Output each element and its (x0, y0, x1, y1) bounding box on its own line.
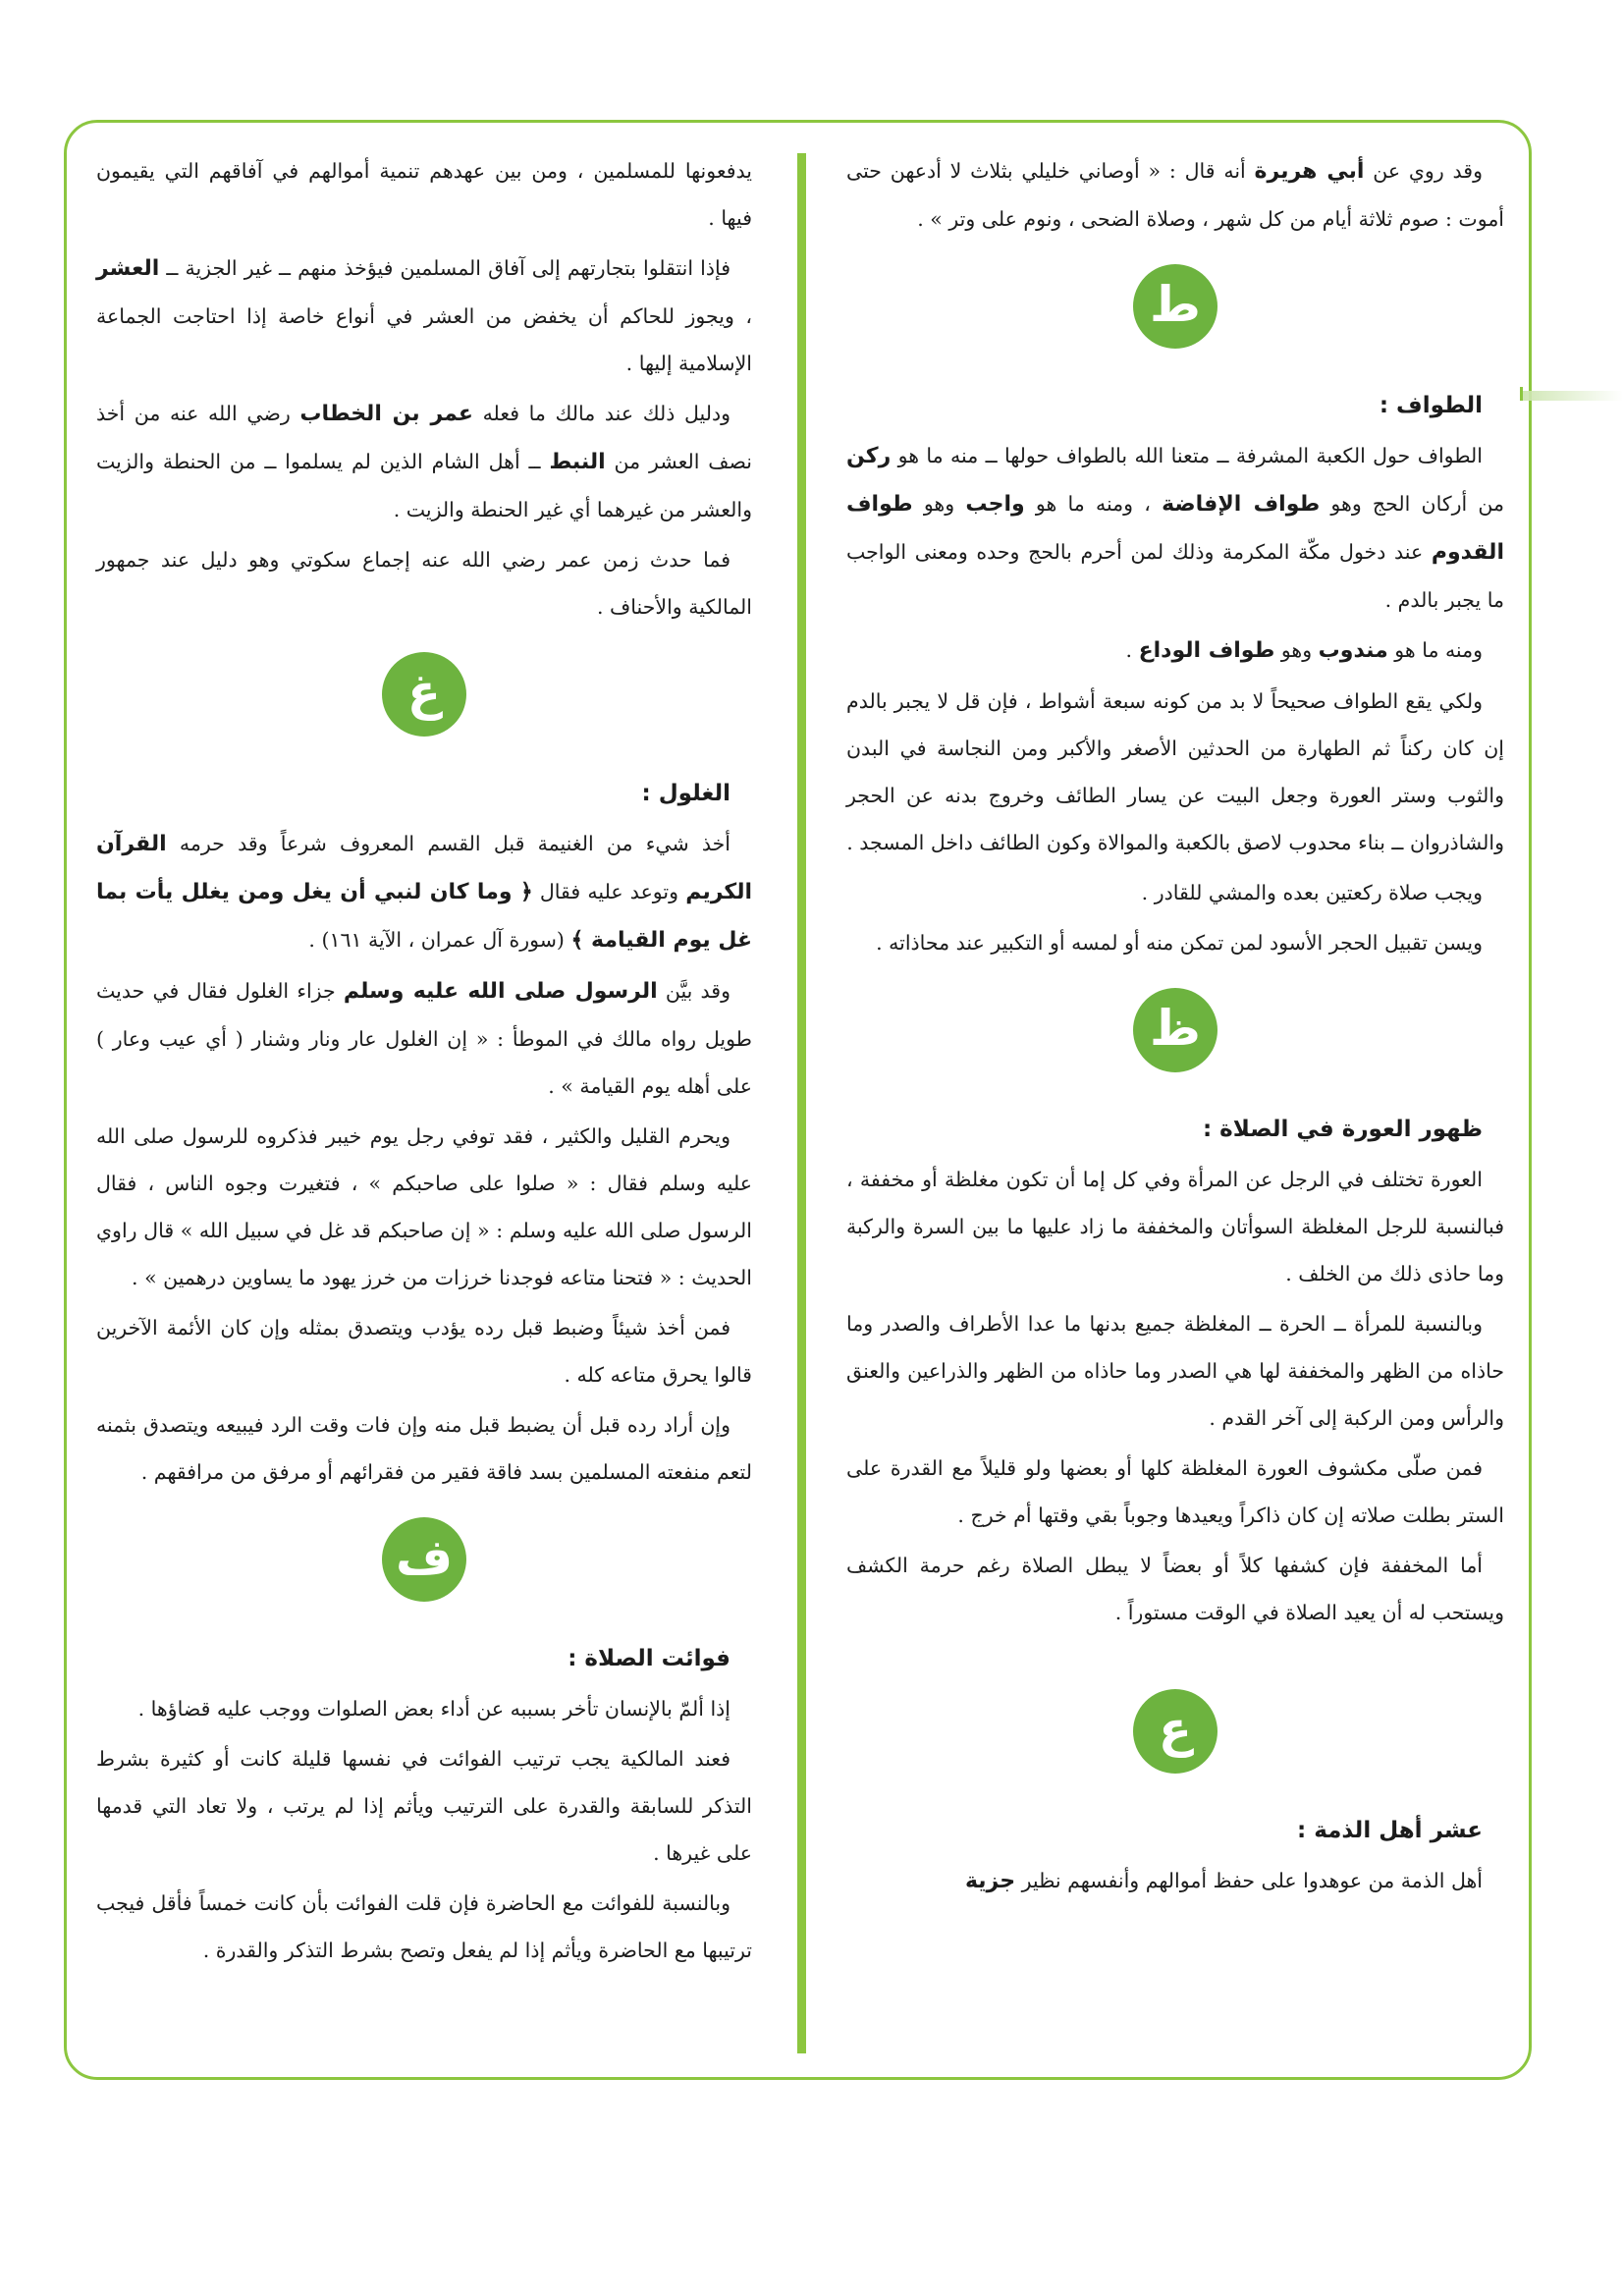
tawaf-paragraph-5: ويسن تقبيل الحجر الأسود لمن تمكن منه أو لمسه أو التكبير عند محاذاته . (876, 931, 1483, 955)
awra-paragraph-2: وبالنسبة للمرأة ــ الحرة ــ المغلظة جميع بدنها ما عدا الأطراف والصدر وما حاذاه من الظهر والمخففة لها هي الصدر وما حاذاه من الظهر والذراعين والعنق والرأس ومن الركبة إلى آخر القدم . (846, 1312, 1504, 1430)
section-badge-ayn (846, 1689, 1504, 1774)
letter-ayn-icon: ع (1133, 1689, 1217, 1774)
letter-taa-icon: ط (1133, 264, 1217, 349)
fawait-heading: فوائت الصلاة : (568, 1646, 730, 1671)
continuation-paragraph-4: فما حدث زمن عمر رضي الله عنه إجماع سكوتي وهو دليل عند جمهور المالكية والأحناف . (96, 548, 752, 619)
ghulul-paragraph-1: أخذ شيء من الغنيمة قبل القسم المعروف شرعاً وقد حرمه القرآن الكريم وتوعد عليه فقال ﴿ وما كان لنبي أن يغل ومن يغلل يأت بما غل يوم القيامة ﴾ (سورة آل عمران ، الآية ١٦١) . (96, 832, 752, 953)
ghulul-paragraph-2: وقد بيَّن الرسول صلى الله عليه وسلم جزاء الغلول فقال في حديث طويل رواه مالك في الموطأ : « إن الغلول عار ونار وشنار ( أي عيب وعار ) على أهله يوم القيامة » . (96, 979, 752, 1098)
column-divider (797, 153, 806, 2053)
awra-paragraph-4: أما المخففة فإن كشفها كلاً أو بعضاً لا يبطل الصلاة رغم حرمة الكشف ويستحب له أن يعيد الصلاة في الوقت مستوراً . (846, 1554, 1504, 1624)
tawaf-heading: الطواف : (1379, 393, 1483, 418)
section-badge-taa (846, 264, 1504, 349)
abu-huraira: أبي هريرة (1254, 159, 1365, 184)
left-column (96, 147, 752, 1977)
tawaf-paragraph-1: الطواف حول الكعبة المشرفة ــ متعنا الله بالطواف حولها ــ منه ما هو ركن من أركان الحج وهو طواف الإفاضة ، ومنه ما هو واجب وهو طواف القدوم عند دخول مكّة المكرمة وذلك لمن أحرم بالحج وحده ومعنى الواجب ما يجبر بالدم . (846, 444, 1504, 612)
ghulul-paragraph-3: ويحرم القليل والكثير ، فقد توفي رجل يوم خيبر فذكروه للرسول صلى الله عليه وسلم فقال : « صلوا على صاحبكم » ، فتغيرت وجوه الناس ، فقال الرسول صلى الله عليه وسلم : « إن صاحبكم قد غل في سبيل الله » قال راوي الحديث : « فتحنا متاعه فوجدنا خرزات من خرز يهود ما يساوين درهمين » . (96, 1124, 752, 1289)
section-badge-faa (96, 1517, 752, 1602)
ghulul-heading: الغلول : (641, 781, 730, 806)
tawaf-paragraph-2: ومنه ما هو مندوب وهو طواف الوداع . (1125, 638, 1483, 663)
ghulul-paragraph-5: وإن أراد رده قبل أن يضبط قبل منه وإن فات وقت الرد فيبيعه ويتصدق بثمنه لتعم منفعته المسلمين بسد فاقة فقير من فقرائهم أو مرفق من مرافقهم . (96, 1413, 752, 1484)
letter-zaa-icon: ظ (1133, 988, 1217, 1072)
awra-paragraph-1: العورة تختلف في الرجل عن المرأة وفي كل إما أن تكون مغلظة أو مخففة ، فبالنسبة للرجل المغلظة السوأتان والمخففة ما زاد عليها ما بين السرة والركبة وما حاذى ذلك من الخلف . (846, 1168, 1504, 1285)
section-badge-zaa (846, 988, 1504, 1072)
awra-paragraph-3: فمن صلّى مكشوف العورة المغلظة كلها أو بعضها ولو قليلاً مع القدرة على الستر بطلت صلاته إن كان ذاكراً ويعيدها وجوباً بقي وقتها أم خرج . (846, 1456, 1504, 1527)
letter-ghayn-icon: غ (382, 652, 466, 737)
ushr-paragraph-1: أهل الذمة من عوهدوا على حفظ أموالهم وأنفسهم نظير جزية (964, 1869, 1483, 1893)
section-badge-ghayn (96, 652, 752, 737)
intro-paragraph: وقد روي عن أبي هريرة أنه قال : « أوصاني خليلي بثلاث لا أدعهن حتى أموت : صوم ثلاثة أيام من كل شهر ، وصلاة الضحى ، ونوم على وتر » . (846, 159, 1504, 231)
right-column (846, 147, 1504, 1908)
fawait-paragraph-1: إذا ألمّ بالإنسان تأخر بسببه عن أداء بعض الصلوات ووجب عليه قضاؤها . (137, 1697, 730, 1721)
ghulul-paragraph-4: فمن أخذ شيئاً وضبط قبل رده يؤدب ويتصدق بمثله وإن كان الأئمة الآخرين قالوا يحرق متاعه كله . (96, 1316, 752, 1387)
side-tab-marker (1520, 391, 1623, 401)
continuation-paragraph-2: فإذا انتقلوا بتجارتهم إلى آفاق المسلمين فيؤخذ منهم ــ غير الجزية ــ العشر ، ويجوز للحاكم أن يخفض من العشر في أنواع خاصة إذا احتاجت الجماعة الإسلامية إليها . (96, 256, 752, 375)
tawaf-paragraph-4: ويجب صلاة ركعتين بعده والمشي للقادر . (1141, 881, 1483, 904)
continuation-paragraph-1: يدفعونها للمسلمين ، ومن بين عهدهم تنمية أموالهم في آفاقهم التي يقيمون فيها . (96, 159, 752, 230)
awra-heading: ظهور العورة في الصلاة : (1202, 1117, 1483, 1142)
ushr-heading: عشر أهل الذمة : (1297, 1818, 1483, 1843)
fawait-paragraph-2: فعند المالكية يجب ترتيب الفوائت في نفسها قليلة كانت أو كثيرة بشرط التذكر للسابقة والقدرة على الترتيب ويأثم إذا لم يرتب ، ولا تعاد التي قدمها على غيرها . (96, 1747, 752, 1865)
letter-faa-icon: ف (382, 1517, 466, 1602)
tawaf-paragraph-3: ولكي يقع الطواف صحيحاً لا بد من كونه سبعة أشواط ، فإن قل لا يجبر بالدم إن كان ركناً ثم الطهارة من الحدثين الأصغر والأكبر ومن النجاسة في البدن والثوب وستر العورة وجعل البيت عن يسار الطائف وخروج بدنه عن الحجر والشاذروان ــ بناء محدوب لاصق بالكعبة والموالاة وكون الطائف داخل المسجد . (846, 689, 1504, 854)
fawait-paragraph-3: وبالنسبة للفوائت مع الحاضرة فإن قلت الفوائت بأن كانت خمساً فأقل فيجب ترتيبها مع الحاضرة ويأثم إذا لم يفعل وتصح بشرط التذكر والقدرة . (96, 1891, 752, 1962)
continuation-paragraph-3: ودليل ذلك عند مالك ما فعله عمر بن الخطاب رضي الله عنه من أخذ نصف العشر من النبط ــ أهل الشام الذين لم يسلموا ــ من الحنطة والزيت والعشر من غيرهما أي غير الحنطة والزيت . (96, 402, 752, 521)
